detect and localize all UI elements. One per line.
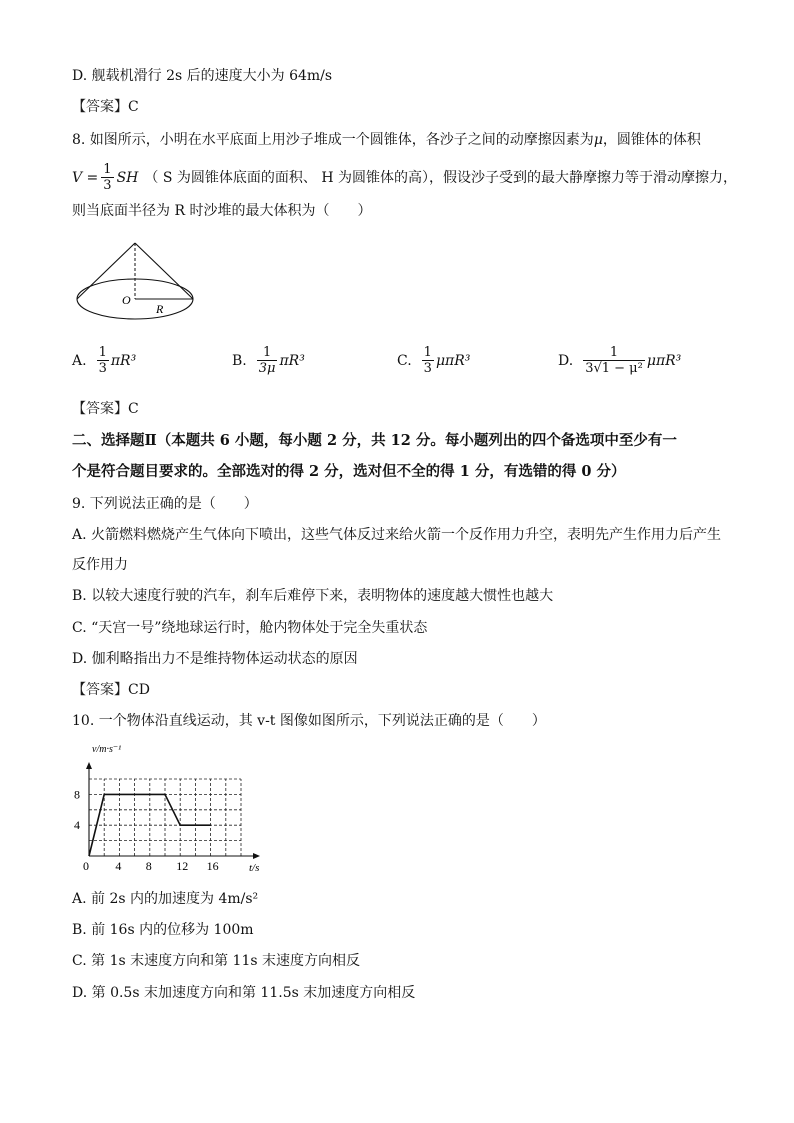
x-tick-label: 16 (206, 859, 219, 873)
q7-answer (72, 97, 139, 117)
section2-heading-line1: 二、选择题Ⅱ（本题共 6 小题，每小题 2 分，共 12 分。每小题列出的四个备选项中至少有一 (72, 432, 677, 449)
q9-option-a-line2: 反作用力 (72, 557, 128, 573)
x-tick-label: 4 (115, 859, 122, 873)
fraction-numerator: 1 (103, 162, 112, 177)
q8-option-c (397, 345, 470, 376)
option-fraction (257, 345, 278, 376)
y-axis-arrow (86, 762, 92, 769)
q8-line2-text: （ S 为圆锥体底面的面积、 H 为圆锥体的高），假设沙子受到的最大静摩擦力等于滑动摩擦力， (144, 169, 737, 186)
x-tick-label: 0 (83, 859, 89, 873)
q10-option-b: B. 前 16s 内的位移为 100m (72, 922, 254, 938)
q9-answer (72, 680, 150, 700)
q8-option-d (558, 345, 681, 376)
q8-option-b (232, 345, 305, 376)
q8-stem-line3: 则当底面半径为 R 时沙堆的最大体积为（ ） (72, 203, 372, 219)
section2-heading-line2: 个是符合题目要求的。全部选对的得 2 分，选对但不全的得 1 分，有选错的得 0 分） (72, 463, 626, 480)
answer-value: C (128, 99, 139, 115)
formula-right: SH (116, 169, 139, 186)
q9-option-b: B. 以较大速度行驶的汽车，刹车后难停下来，表明物体的速度越大惯性也越大 (72, 588, 554, 604)
fraction-numerator: 1 (98, 345, 107, 360)
fraction-denominator: 3 (98, 361, 107, 376)
option-fraction (97, 345, 109, 376)
chart-grid (89, 779, 241, 856)
option-label: A. (72, 352, 87, 369)
q10-option-a: A. 前 2s 内的加速度为 4m/s² (72, 891, 259, 907)
fraction-numerator: 1 (609, 345, 619, 360)
x-tick-label: 8 (145, 859, 152, 873)
q10-option-c: C. 第 1s 末速度方向和第 11s 末速度方向相反 (72, 953, 361, 969)
option-tail: μπR³ (435, 352, 471, 369)
fraction-numerator: 1 (423, 345, 432, 360)
option-label: C. (397, 352, 412, 369)
cone-center-label: O (122, 293, 131, 307)
option-label: B. (232, 352, 247, 369)
q9-option-d: D. 伽利略指出力不是维持物体运动状态的原因 (72, 651, 358, 667)
q7-option-d: D. 舰载机滑行 2s 后的速度大小为 64m/s (72, 68, 333, 84)
option-tail: πR³ (279, 352, 305, 369)
q10-option-d: D. 第 0.5s 末加速度方向和第 11.5s 末加速度方向相反 (72, 985, 416, 1001)
formula-fraction (101, 162, 113, 193)
option-fraction (583, 345, 645, 376)
cone-radius-label: R (156, 302, 164, 316)
fraction-denominator: 3√1 − μ² (585, 361, 643, 376)
answer-value: C (128, 401, 139, 417)
cone-left-edge (77, 243, 135, 299)
answer-tag: 【答案】 (72, 99, 128, 115)
answer-value: CD (128, 682, 150, 698)
chart-labels (74, 744, 259, 874)
x-axis-label: t/s (249, 862, 260, 874)
option-tail: μπR³ (646, 352, 682, 369)
q8-line1-text: 8. 如图所示，小明在水平底面上用沙子堆成一个圆锥体，各沙子之间的动摩擦因素为 (72, 132, 594, 148)
fraction-denominator: 3μ (258, 361, 276, 376)
q10-stem: 10. 一个物体沿直线运动，其 v-t 图像如图所示，下列说法正确的是（ ） (72, 713, 546, 729)
fraction-denominator: 3 (103, 178, 112, 193)
cone-right-edge (135, 243, 193, 299)
cone-figure (74, 240, 204, 324)
answer-tag: 【答案】 (72, 682, 128, 698)
fraction-numerator: 1 (262, 345, 272, 360)
option-label: D. (558, 352, 574, 369)
q9-option-a-line1: A. 火箭燃料燃烧产生气体向下喷出，这些气体反过来给火箭一个反作用力升空，表明先产生作用力后产生 (72, 527, 722, 543)
answer-tag: 【答案】 (72, 401, 128, 417)
option-fraction (422, 345, 434, 376)
q8-line1-end: ，圆锥体的体积 (602, 132, 701, 148)
y-axis-label: v/m·s⁻¹ (92, 744, 122, 755)
q8-answer (72, 399, 139, 419)
q9-option-c: C. “天宫一号”绕地球运行时，舱内物体处于完全失重状态 (72, 620, 428, 636)
vt-chart (74, 740, 274, 878)
y-tick-label: 4 (74, 818, 80, 833)
fraction-denominator: 3 (423, 361, 432, 376)
q8-option-a (72, 345, 136, 376)
formula-left: V = (72, 169, 99, 186)
mu-symbol: μ (593, 132, 603, 148)
x-axis-arrow (253, 853, 260, 859)
x-tick-label: 12 (176, 859, 189, 873)
q8-stem-line1 (72, 130, 701, 150)
q8-stem-line2 (72, 162, 737, 193)
option-tail: πR³ (110, 352, 137, 369)
y-tick-label: 8 (74, 787, 80, 802)
q9-stem: 9. 下列说法正确的是（ ） (72, 496, 258, 512)
